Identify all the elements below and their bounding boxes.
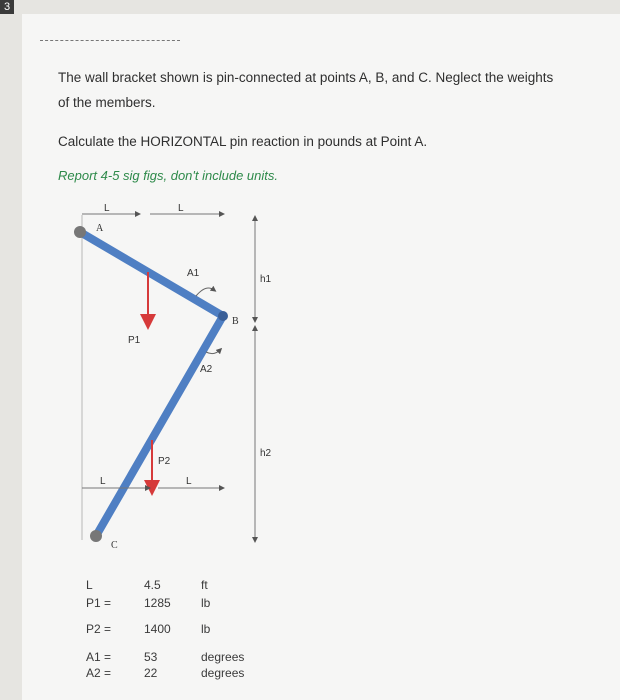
label-angle-a1: A1 [187,268,200,279]
dim-label-h1: h1 [260,274,272,285]
label-point-b: B [232,316,239,327]
param-value-p1: 1285 [144,596,171,610]
label-load-p2: P2 [158,456,171,467]
param-value-p2: 1400 [144,622,171,636]
label-angle-a2: A2 [200,364,213,375]
param-unit-a1: degrees [201,650,245,664]
dim-label-top-left: L [104,203,110,214]
question-line-1: The wall bracket shown is pin-connected at points A, B, and C. Neglect the weights [58,70,554,85]
member-ab [80,232,223,316]
label-point-c: C [111,540,118,551]
question-instructions: Report 4-5 sig figs, don't include units. [58,168,278,183]
label-load-p1: P1 [128,335,141,346]
param-unit-p2: lb [201,622,211,636]
param-unit-p1: lb [201,596,211,610]
pin-c [90,530,102,542]
label-point-a: A [96,223,104,234]
page-number: 3 [0,0,14,14]
dim-label-h2: h2 [260,448,272,459]
param-name-p2: P2 = [86,622,112,636]
pin-b [218,311,228,321]
param-name-a2: A2 = [86,666,112,680]
member-bc [96,316,223,536]
param-value-a2: 22 [144,666,158,680]
angle-arc-a2 [206,350,220,354]
param-unit-a2: degrees [201,666,245,680]
param-name-p1: P1 = [86,596,112,610]
param-value-a1: 53 [144,650,158,664]
angle-arc-a1 [196,288,214,296]
param-value-l: 4.5 [144,578,161,592]
param-unit-l: ft [201,578,208,592]
dim-label-top-right: L [178,203,184,214]
dim-label-bottom-left: L [100,476,106,487]
question-task: Calculate the HORIZONTAL pin reaction in pounds at Point A. [58,134,428,149]
param-name-a1: A1 = [86,650,112,664]
dim-label-bottom-right: L [186,476,192,487]
question-line-2: of the members. [58,95,156,110]
pin-a [74,226,86,238]
param-name-l: L [86,578,93,592]
